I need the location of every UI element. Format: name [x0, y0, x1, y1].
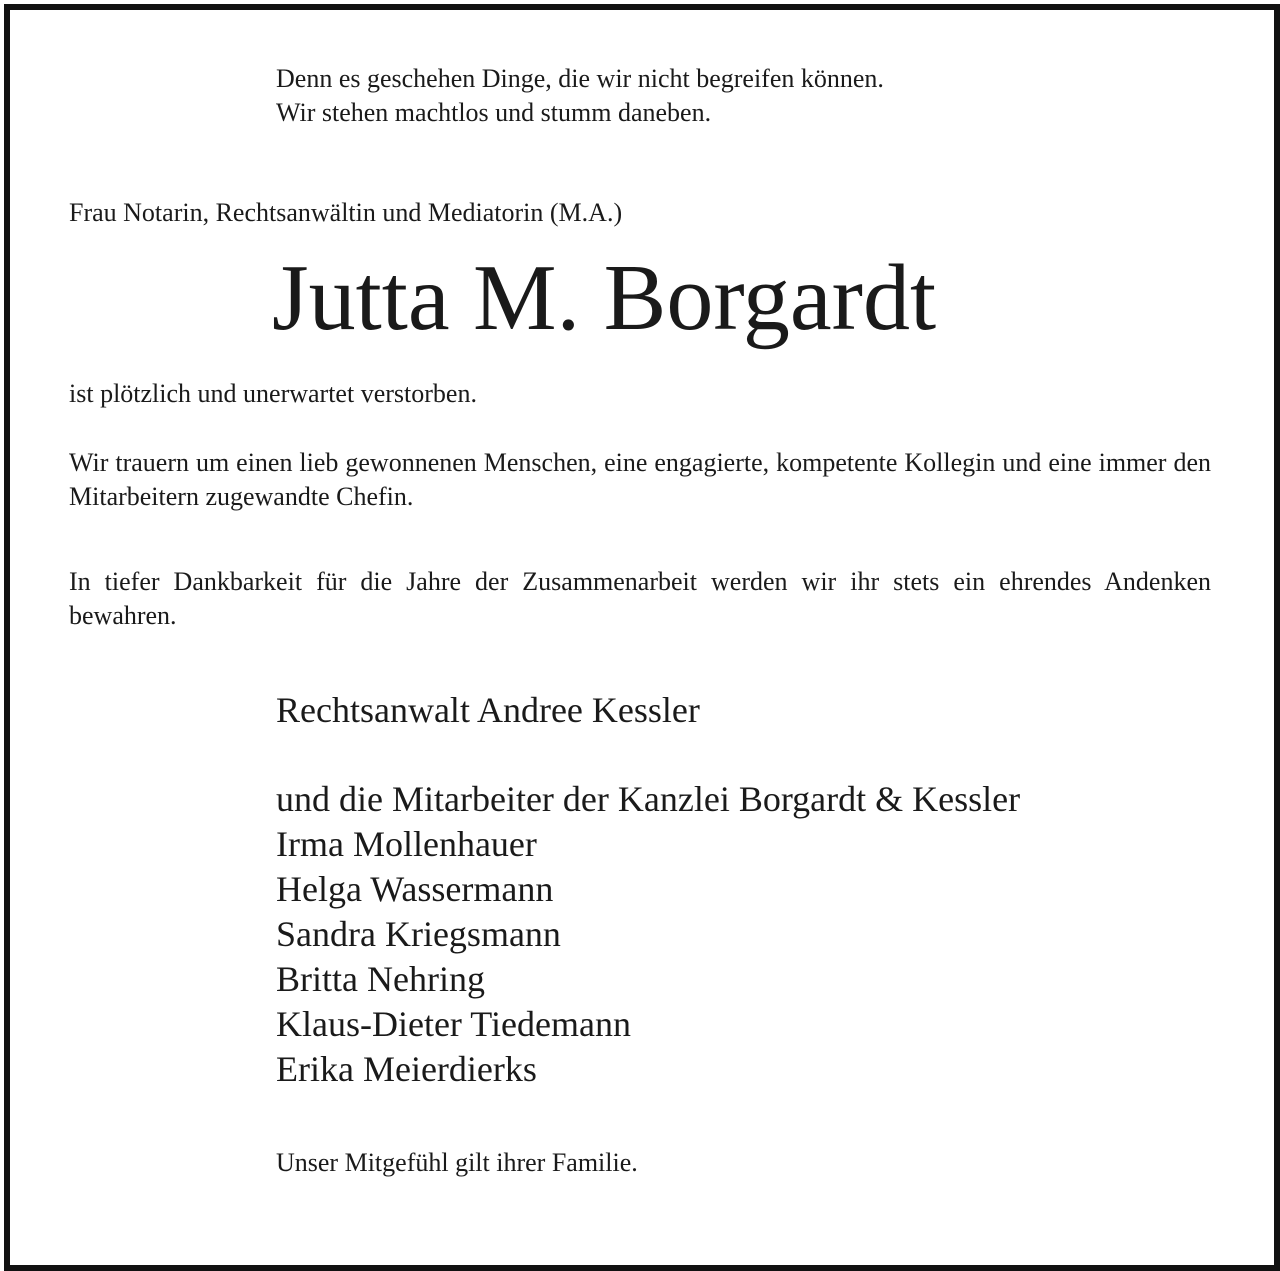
deceased-name: Jutta M. Borgardt — [272, 246, 937, 350]
mourning-paragraph: Wir trauern um einen lieb gewonnenen Menschen, eine engagierte, kompetente Kollegin und eine immer den Mitarbeitern zugewandte Chefin. — [69, 448, 1211, 511]
quote-line-2: Wir stehen machtlos und stumm daneben. — [276, 98, 712, 127]
staff-member: Klaus-Dieter Tiedemann — [276, 1004, 631, 1044]
gratitude-paragraph: In tiefer Dankbarkeit für die Jahre der Zusammenarbeit werden wir ihr stets ein ehrendes Andenken bewahren. — [69, 567, 1211, 630]
staff-member: Britta Nehring — [276, 959, 485, 999]
sender-name: Rechtsanwalt Andree Kessler — [276, 690, 700, 730]
staff-member: Erika Meierdierks — [276, 1049, 537, 1089]
staff-member: Helga Wassermann — [276, 869, 554, 909]
staff-heading: und die Mitarbeiter der Kanzlei Borgardt & Kessler — [276, 779, 1021, 819]
staff-list — [276, 777, 1020, 1092]
closing-sympathy: Unser Mitgefühl gilt ihrer Familie. — [276, 1148, 638, 1177]
staff-member: Sandra Kriegsmann — [276, 914, 561, 954]
deceased-title: Frau Notarin, Rechtsanwältin und Mediatorin (M.A.) — [69, 198, 623, 227]
quote-line-1: Denn es geschehen Dinge, die wir nicht begreifen können. — [276, 64, 884, 93]
opening-quote — [276, 62, 884, 130]
staff-member: Irma Mollenhauer — [276, 824, 537, 864]
death-statement: ist plötzlich und unerwartet verstorben. — [69, 379, 477, 408]
